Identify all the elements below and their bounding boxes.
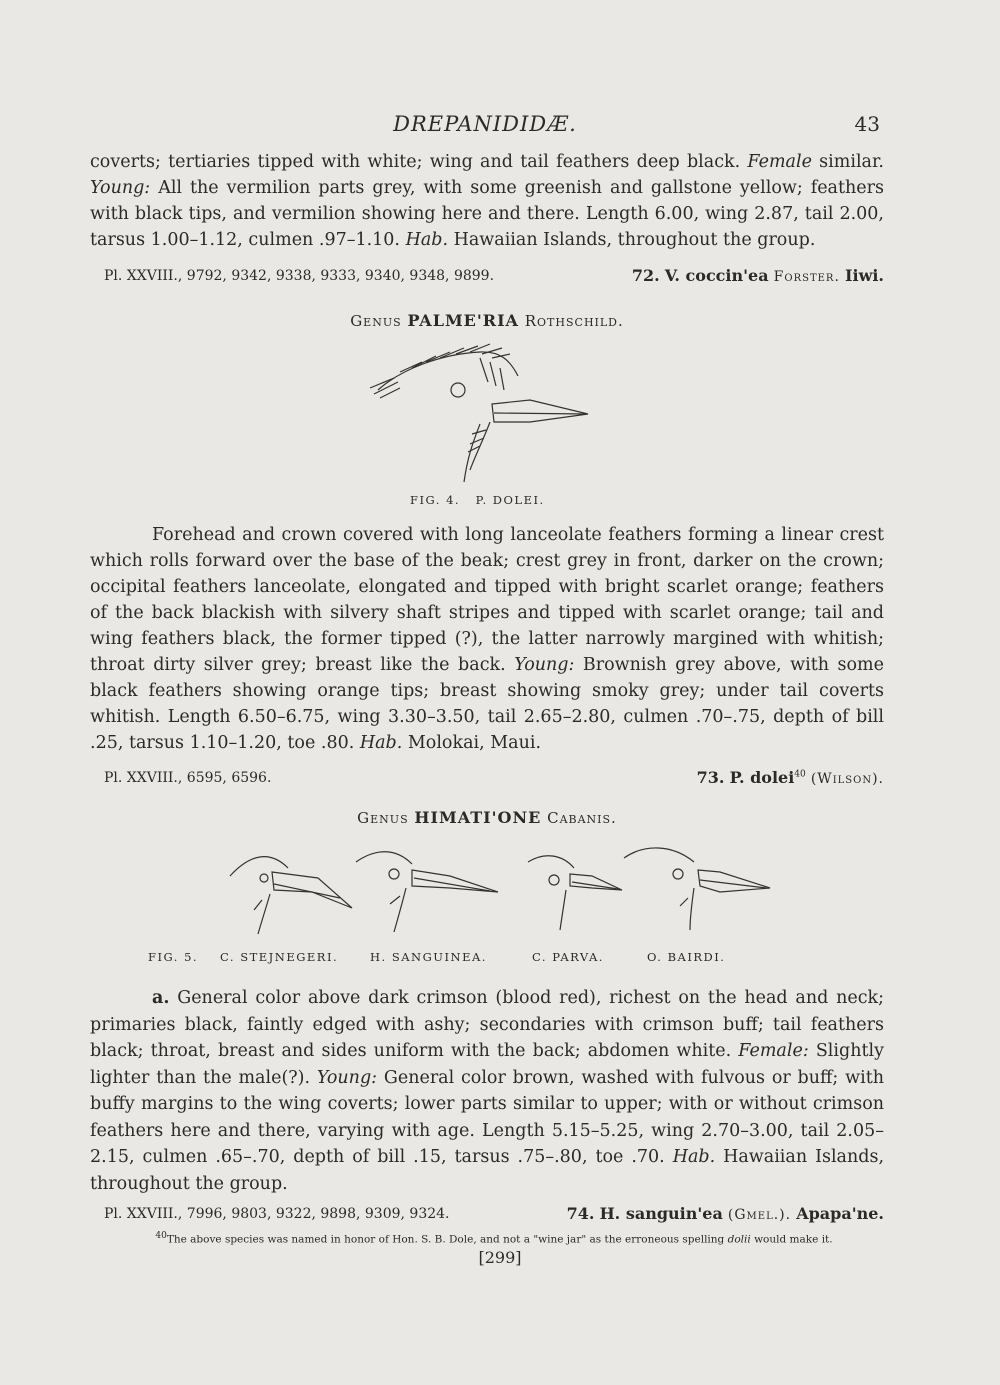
species-name: V. coccin'ea (664, 266, 769, 285)
genus-name: HIMATI'ONE (414, 808, 542, 827)
species-name: P. dolei (729, 768, 795, 787)
species-name: H. sanguin'ea (599, 1204, 723, 1223)
text-run: similar. (811, 152, 884, 172)
figure-species: P. DOLEI. (475, 493, 545, 507)
species-number: 73. (696, 768, 725, 787)
text-run: The above species was named in honor of Hon. S. B. Dole, and not a "wine jar" as the erroneous spelling (166, 1233, 728, 1246)
plate-reference: Pl. XXVIII., 6595, 6596. (104, 770, 272, 786)
italic-run: Young: (514, 655, 575, 675)
page-number: 43 (854, 112, 880, 136)
text-run: Hawaiian Islands, throughout the group. (90, 1147, 885, 1194)
text-run: would make it. (750, 1233, 833, 1246)
figure-label: FIG. 4. (410, 493, 461, 507)
running-title: DREPANIDIDÆ. (393, 112, 577, 136)
text-run: Hawaiian Islands, throughout the group. (448, 230, 816, 250)
footnote (104, 1231, 884, 1246)
footnote-mark: 40 (155, 1231, 167, 1241)
species-heading (697, 768, 884, 787)
figure-4-bird-head (360, 342, 600, 492)
italic-run: Young: (316, 1067, 378, 1088)
figure-5-caption-bairdi: O. BAIRDI. (647, 950, 726, 964)
text-run: Forehead and crown covered with long lanceolate feathers forming a linear crest which rolls forward over the base of the beak; crest grey in front, darker on the crown; occipital feathers lanceolate, elongated and tipped with bright scarlet orange; feathers of the back blackish with silvery shaft stripes and tipped with scarlet orange; tail and wing feathers black, the former tipped (?), the latter narrowly margined with whitish; throat dirty silver grey; breast like the back. (90, 525, 884, 675)
italic-run: Female: (738, 1041, 809, 1061)
species-heading (567, 1204, 884, 1223)
text-run: Brownish grey above, with some black feathers showing orange tips; breast showing smoky grey; under tail coverts whitish. Length 6.50–6.75, wing 3.30–3.50, tail 2.65–2.80, culmen .70–.75, depth of bill .25, tarsus 1.10–1.20, toe .80. (90, 655, 884, 753)
figure-4-caption (410, 493, 545, 507)
footnote-reference: 40 (794, 769, 806, 780)
common-name: Iiwi. (845, 266, 884, 285)
paragraph-apapane-description (90, 985, 884, 1197)
genus-word: Genus (350, 312, 402, 330)
genus-author: Rothschild. (524, 312, 624, 330)
italic-run: Hab. (672, 1147, 716, 1167)
italic-run: Hab. (359, 733, 403, 753)
plate-reference: Pl. XXVIII., 7996, 9803, 9322, 9898, 9309, 9324. (104, 1206, 450, 1222)
species-author: Forster. (773, 269, 840, 285)
text-run: All the vermilion parts grey, with some greenish and gallstone yellow; feathers with black tips, and vermilion showing here and there. Length 6.00, wing 2.87, tail 2.00, tarsus 1.00–1.12, culmen .97–1.10. (90, 178, 884, 250)
figure-5-caption-sanguinea: H. SANGUINEA. (370, 950, 487, 964)
italic-run: dolii (727, 1233, 751, 1246)
plate-line-74 (104, 1204, 884, 1226)
text-run: Molokai, Maui. (402, 733, 542, 753)
paragraph-iiwi-description (90, 149, 884, 253)
genus-word: Genus (357, 809, 409, 827)
species-author: (Wilson). (810, 771, 884, 787)
paragraph-palmeria-description (90, 522, 884, 756)
species-author: (Gmel.). (727, 1207, 792, 1223)
species-number: 74. (566, 1204, 595, 1223)
plate-reference: Pl. XXVIII., 9792, 9342, 9338, 9333, 9340, 9348, 9899. (104, 268, 495, 284)
text-run: coverts; tertiaries tipped with white; wing and tail feathers deep black. (90, 152, 748, 172)
text-run: Slightly lighter than the male(?). (90, 1041, 884, 1088)
genus-author: Cabanis. (547, 809, 617, 827)
common-name: Apapa'ne. (796, 1204, 884, 1223)
lead-letter: a. (152, 988, 170, 1008)
italic-run: Young: (90, 178, 151, 198)
text-run: General color brown, washed with fulvous or buff; with buffy margins to the wing coverts; lower parts similar to upper; with or without crimson feathers here and there, varying with age. Length 5.15–5.25, wing 2.70–3.00, tail 2.05–2.15, culmen .65–.70, depth of bill .15, tarsus .75–.80, toe .70. (90, 1067, 884, 1167)
plate-line-72 (104, 266, 884, 288)
figure-5-caption-parva: C. PARVA. (532, 950, 604, 964)
figure-5-caption-label: FIG. 5. (148, 950, 199, 964)
genus-heading-palmeria (90, 311, 884, 330)
genus-heading-himatione (90, 808, 884, 827)
running-head (90, 112, 880, 140)
text-run: General color above dark crimson (blood red), richest on the head and neck; primaries black, faintly edged with ashy; secondaries with crimson buff; tail feathers black; throat, breast and sides uniform with the back; abdomen white. (90, 988, 884, 1061)
species-number: 72. (631, 266, 660, 285)
figure-5-bird-heads (200, 840, 780, 940)
italic-run: Female (747, 152, 812, 172)
genus-name: PALME'RIA (407, 311, 519, 330)
figure-5-caption-stejnegeri: C. STEJNEGERI. (220, 950, 339, 964)
page-signature: [299] (478, 1248, 522, 1267)
plate-line-73 (104, 768, 884, 790)
species-heading (632, 266, 884, 285)
italic-run: Hab. (405, 230, 449, 250)
